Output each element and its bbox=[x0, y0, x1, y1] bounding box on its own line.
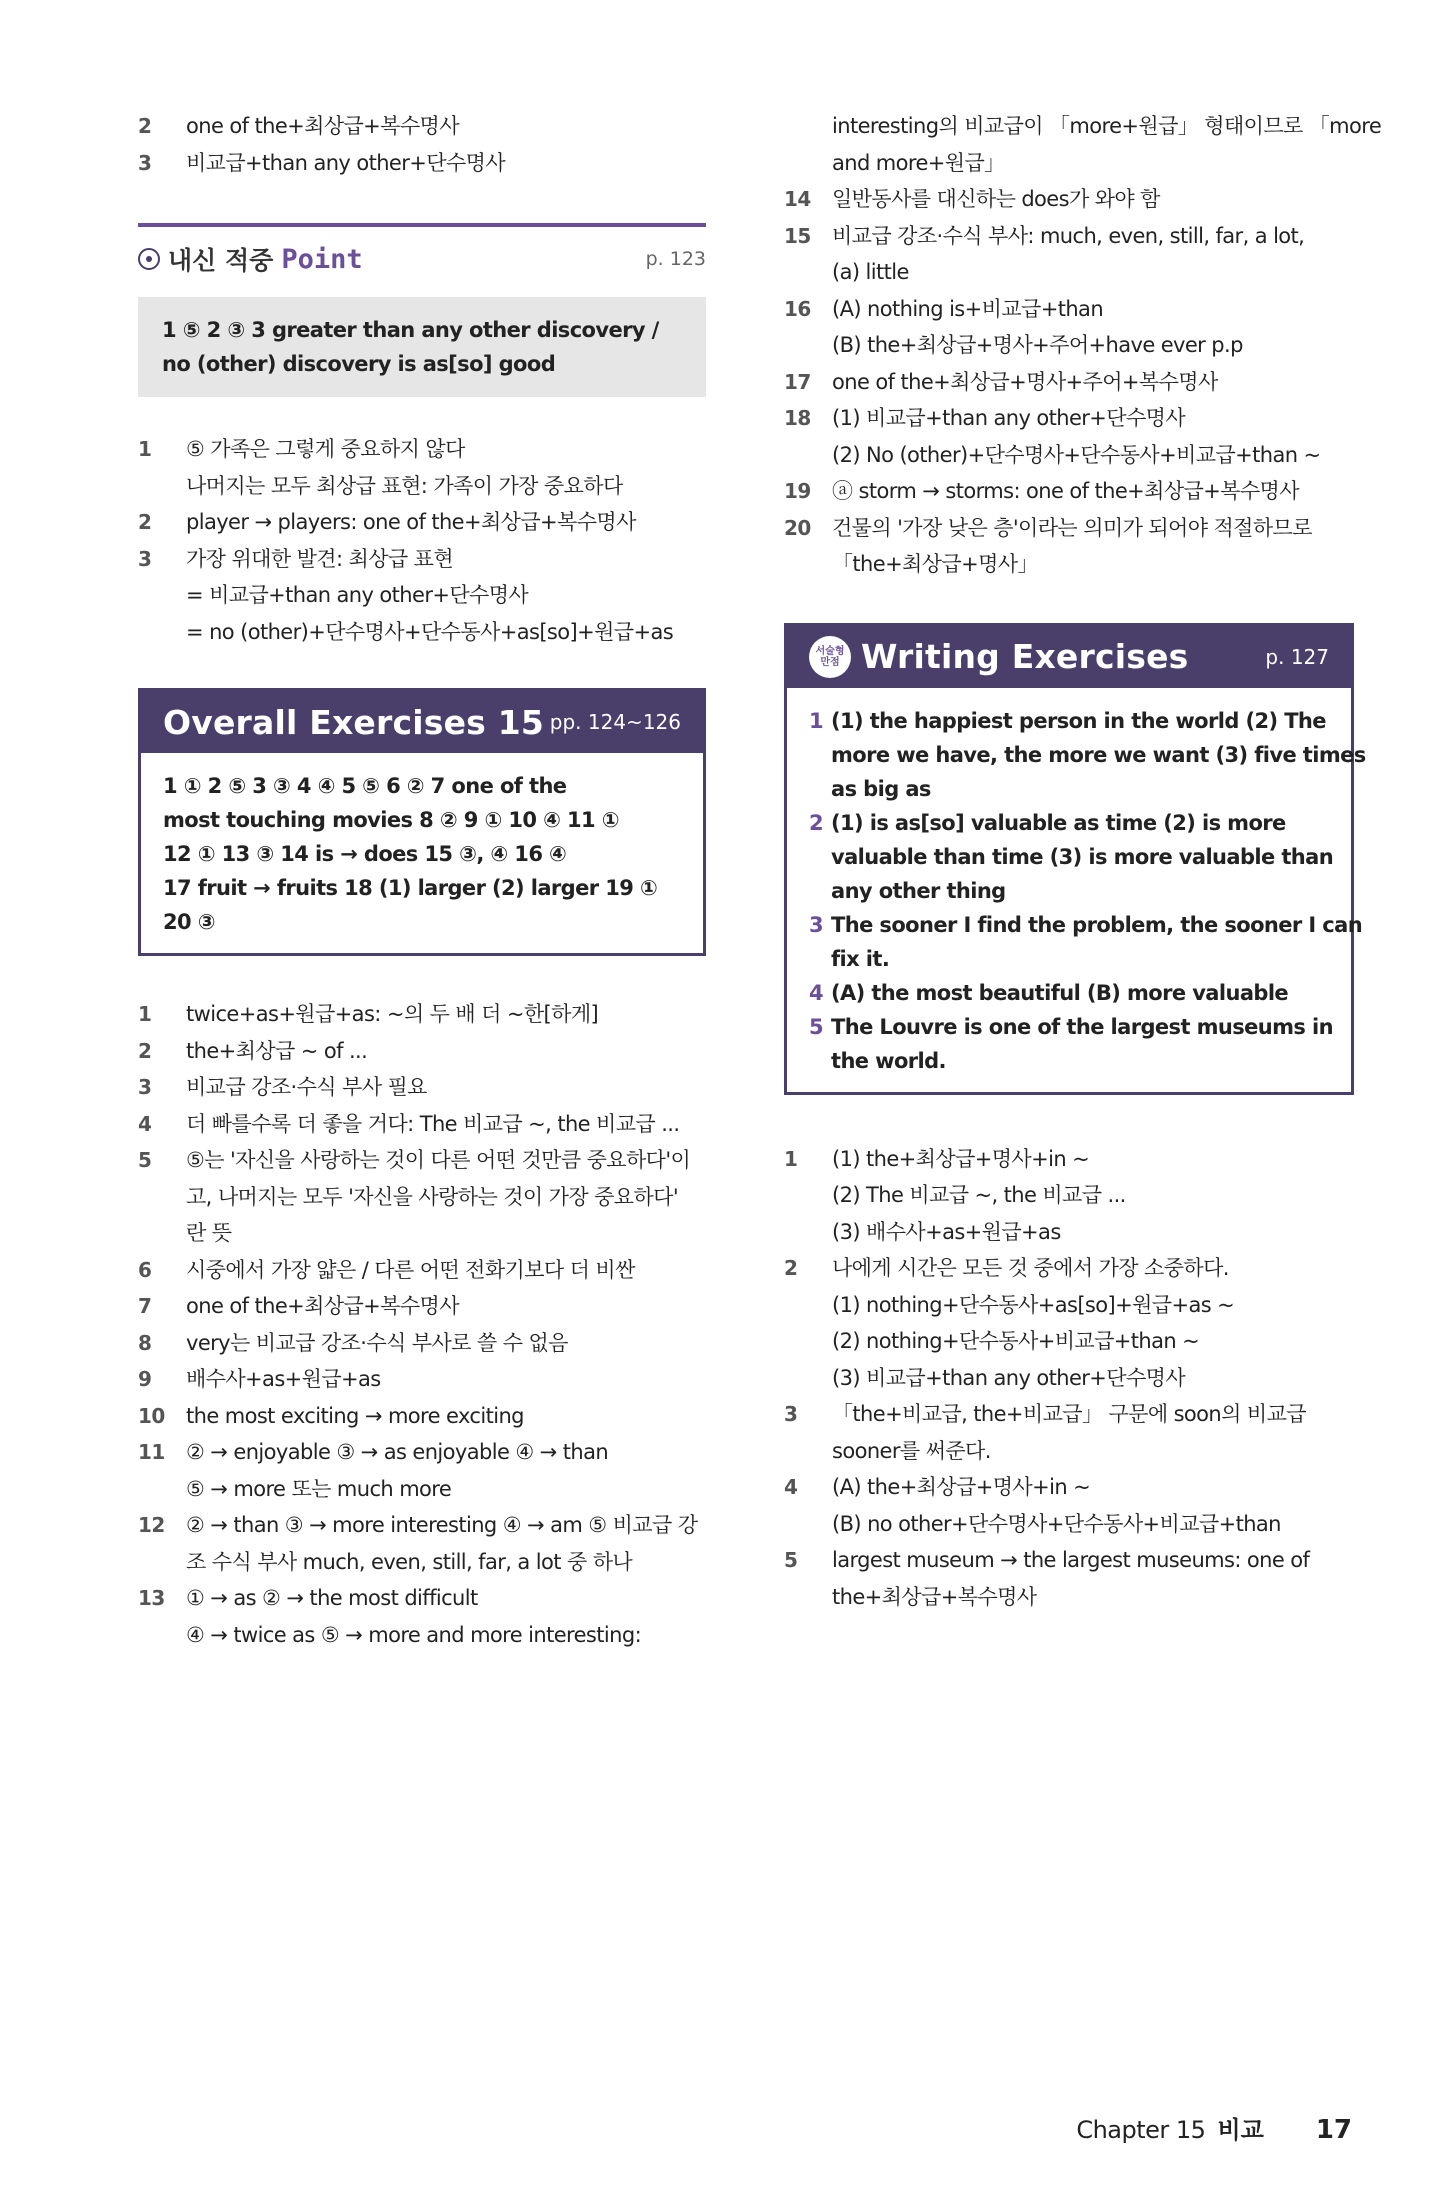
explanation-item bbox=[138, 1398, 706, 1435]
point-answer-line: no (other) discovery is as[so] good bbox=[162, 352, 556, 376]
writing-answer-item bbox=[809, 1010, 1333, 1078]
answer-line: any other thing bbox=[831, 878, 1006, 903]
item-line: ⑤ → more 또는 much more bbox=[186, 1476, 452, 1501]
explanation-item bbox=[138, 1434, 706, 1507]
item-line: (2) No (other)+단수명사+단수동사+비교급+than ~ bbox=[832, 442, 1321, 467]
explanation-item bbox=[138, 1288, 706, 1325]
item-line: 고, 나머지는 모두 '자신을 사랑하는 것이 가장 중요하다' bbox=[186, 1184, 679, 1209]
item-line: interesting의 비교급이 「more+원급」 형태이므로 「more bbox=[832, 114, 1382, 138]
item-text bbox=[186, 1033, 706, 1070]
item-number: 1 bbox=[138, 437, 152, 461]
item-number: 20 bbox=[784, 515, 811, 540]
explanation-item bbox=[784, 1396, 1354, 1469]
item-number: 8 bbox=[138, 1330, 152, 1355]
page-footer bbox=[1076, 2110, 1352, 2145]
item-text bbox=[832, 1469, 1354, 1542]
item-text bbox=[186, 541, 706, 651]
item-text bbox=[186, 504, 706, 541]
item-number: 5 bbox=[138, 1148, 152, 1172]
item-line: 가장 위대한 발견: 최상급 표현 bbox=[186, 546, 454, 571]
page-number: 17 bbox=[1315, 2115, 1352, 2145]
item-line: 나머지는 모두 최상급 표현: 가족이 가장 중요하다 bbox=[186, 473, 623, 498]
explanation-item bbox=[784, 1250, 1354, 1396]
answer-line: more we have, the more we want (3) five times bbox=[831, 742, 1366, 767]
badge-icon: 서술형 만점 bbox=[809, 636, 851, 678]
item-line: 비교급 강조·수식 부사 필요 bbox=[186, 1075, 427, 1099]
right-column bbox=[784, 108, 1382, 1615]
point-page: p. 123 bbox=[645, 248, 706, 270]
item-number: 6 bbox=[138, 1257, 152, 1282]
item-number: 11 bbox=[138, 1440, 165, 1464]
writing-answer-item bbox=[809, 704, 1366, 806]
point-title-kr: 내신 적중 bbox=[168, 246, 274, 275]
item-line: the most exciting → more exciting bbox=[186, 1403, 524, 1428]
answer-number: 3 bbox=[809, 912, 824, 937]
item-number: 14 bbox=[784, 187, 811, 211]
point-header bbox=[138, 223, 706, 279]
item-number: 13 bbox=[138, 1586, 165, 1610]
answer-number: 5 bbox=[809, 1014, 824, 1039]
point-explanations bbox=[138, 431, 706, 650]
item-text bbox=[832, 1141, 1354, 1251]
item-text bbox=[186, 1142, 706, 1252]
item-line: 비교급+than any other+단수명사 bbox=[186, 150, 506, 175]
left-column bbox=[138, 108, 706, 1653]
writing-answer-item bbox=[809, 976, 1329, 1010]
item-line: one of the+최상급+명사+주어+복수명사 bbox=[832, 369, 1218, 394]
right-top-items bbox=[784, 108, 1382, 583]
overall-answer-line: 17 fruit → fruits 18 (1) larger (2) larger 19 ① bbox=[163, 876, 658, 900]
item-line: one of the+최상급+복수명사 bbox=[186, 114, 459, 138]
item-line: player → players: one of the+최상급+복수명사 bbox=[186, 510, 636, 534]
item-text bbox=[832, 108, 1381, 181]
explanation-item bbox=[138, 431, 706, 504]
item-line: (3) 비교급+than any other+단수명사 bbox=[832, 1365, 1186, 1390]
item-line: = 비교급+than any other+단수명사 bbox=[186, 583, 529, 607]
answer-text bbox=[831, 908, 1362, 976]
footer-chapter-title: 비교 bbox=[1217, 2116, 1264, 2144]
item-number: 1 bbox=[784, 1146, 798, 1171]
overall-page: pp. 124~126 bbox=[549, 710, 681, 734]
item-line: 더 빠를수록 더 좋을 거다: The 비교급 ~, the 비교급 ... bbox=[186, 1111, 680, 1136]
item-number: 18 bbox=[784, 406, 811, 430]
item-line: 「the+비교급, the+비교급」 구문에 soon의 비교급 bbox=[832, 1402, 1306, 1426]
explanation-item bbox=[784, 1141, 1354, 1251]
item-line: one of the+최상급+복수명사 bbox=[186, 1294, 459, 1318]
explanation-item bbox=[138, 1033, 706, 1070]
writing-answers bbox=[787, 688, 1366, 1092]
explanation-item bbox=[138, 1069, 706, 1106]
item-text bbox=[186, 1361, 706, 1398]
item-number: 16 bbox=[784, 296, 811, 321]
item-text bbox=[186, 1580, 706, 1653]
item-line: ② → than ③ → more interesting ④ → am ⑤ 비교급 강 bbox=[186, 1513, 698, 1537]
item-number: 3 bbox=[784, 1402, 798, 1426]
answer-line: (1) the happiest person in the world (2) The bbox=[831, 708, 1326, 733]
item-line: sooner를 써준다. bbox=[832, 1438, 991, 1463]
item-line: = no (other)+단수명사+단수동사+as[so]+원급+as bbox=[186, 619, 674, 644]
answer-text bbox=[831, 976, 1288, 1010]
overall-answer-line: 20 ③ bbox=[163, 910, 215, 934]
item-text bbox=[832, 1250, 1354, 1396]
item-line: ① → as ② → the most difficult bbox=[186, 1586, 478, 1610]
answer-line: (A) the most beautiful (B) more valuable bbox=[831, 980, 1289, 1005]
explanation-item bbox=[784, 1542, 1354, 1615]
item-line: 란 뜻 bbox=[186, 1221, 232, 1245]
item-line: ④ → twice as ⑤ → more and more interesting: bbox=[186, 1622, 642, 1647]
item-line: ⑤ 가족은 그렇게 중요하지 않다 bbox=[186, 437, 465, 461]
writing-answer-item bbox=[809, 806, 1334, 908]
item-line: (3) 배수사+as+원급+as bbox=[832, 1219, 1061, 1244]
item-line: (1) the+최상급+명사+in ~ bbox=[832, 1146, 1090, 1171]
item-line: (2) The 비교급 ~, the 비교급 ... bbox=[832, 1183, 1126, 1207]
item-line: (A) the+최상급+명사+in ~ bbox=[832, 1475, 1091, 1499]
item-text bbox=[832, 510, 1354, 583]
explanation-item bbox=[784, 510, 1354, 583]
explanation-item bbox=[784, 400, 1354, 473]
item-line: very는 비교급 강조·수식 부사로 쓸 수 없음 bbox=[186, 1330, 568, 1355]
answer-number: 4 bbox=[809, 980, 824, 1005]
item-line: 나에게 시간은 모든 것 중에서 가장 소중하다. bbox=[832, 1256, 1229, 1280]
explanation-item bbox=[784, 108, 1382, 181]
explanation-item bbox=[138, 145, 706, 182]
overall-explanations bbox=[138, 996, 706, 1653]
item-text bbox=[186, 1252, 706, 1289]
point-answer-line: 1 ⑤ 2 ③ 3 greater than any other discovery / bbox=[162, 318, 659, 342]
item-text bbox=[832, 291, 1354, 364]
answer-number: 2 bbox=[809, 810, 824, 835]
answer-number: 1 bbox=[809, 708, 824, 733]
explanation-item bbox=[784, 364, 1354, 401]
answer-line: The sooner I find the problem, the sooner I can bbox=[831, 912, 1363, 937]
explanation-item bbox=[784, 181, 1354, 218]
writing-explanations bbox=[784, 1141, 1354, 1616]
answer-line: as big as bbox=[831, 776, 931, 801]
item-number: 3 bbox=[138, 150, 152, 175]
overall-answer-line: 12 ① 13 ③ 14 is → does 15 ③, ④ 16 ④ bbox=[163, 842, 567, 866]
target-icon bbox=[138, 248, 160, 270]
left-top-items bbox=[138, 108, 706, 181]
explanation-item bbox=[138, 1252, 706, 1289]
item-line: ⑤는 '자신을 사랑하는 것이 다른 어떤 것만큼 중요하다'이 bbox=[186, 1148, 691, 1172]
item-line: and more+원급」 bbox=[832, 150, 1005, 175]
item-text bbox=[832, 364, 1354, 401]
explanation-item bbox=[138, 541, 706, 651]
item-number: 3 bbox=[138, 1075, 152, 1099]
item-number: 2 bbox=[138, 114, 152, 138]
overall-answer-line: most touching movies 8 ② 9 ① 10 ④ 11 ① bbox=[163, 808, 619, 832]
item-line: the+최상급+복수명사 bbox=[832, 1584, 1037, 1609]
item-number: 7 bbox=[138, 1294, 152, 1318]
answer-text bbox=[831, 806, 1333, 908]
item-number: 3 bbox=[138, 546, 152, 571]
item-number: 17 bbox=[784, 369, 811, 394]
item-line: the+최상급 ~ of ... bbox=[186, 1038, 368, 1063]
explanation-item bbox=[138, 1361, 706, 1398]
item-line: 시중에서 가장 얇은 / 다른 어떤 전화기보다 더 비싼 bbox=[186, 1257, 635, 1282]
explanation-item bbox=[138, 504, 706, 541]
explanation-item bbox=[784, 1469, 1354, 1542]
item-text bbox=[186, 431, 706, 504]
overall-answer-line: 1 ① 2 ⑤ 3 ③ 4 ④ 5 ⑤ 6 ② 7 one of the bbox=[163, 774, 567, 798]
item-number: 9 bbox=[138, 1367, 152, 1391]
item-line: ⓐ storm → storms: one of the+최상급+복수명사 bbox=[832, 479, 1299, 503]
item-text bbox=[186, 1507, 706, 1580]
explanation-item bbox=[138, 996, 706, 1033]
item-text bbox=[186, 1434, 706, 1507]
explanation-item bbox=[138, 1142, 706, 1252]
answer-text bbox=[831, 704, 1366, 806]
item-text bbox=[832, 218, 1354, 291]
item-line: twice+as+원급+as: ~의 두 배 더 ~한[하게] bbox=[186, 1002, 599, 1026]
explanation-item bbox=[138, 108, 706, 145]
answer-line: The Louvre is one of the largest museums in bbox=[831, 1014, 1333, 1039]
item-text bbox=[832, 1396, 1354, 1469]
item-text bbox=[186, 996, 706, 1033]
item-number: 4 bbox=[138, 1111, 152, 1136]
item-number: 19 bbox=[784, 479, 811, 503]
answer-line: valuable than time (3) is more valuable than bbox=[831, 844, 1334, 869]
writing-exercises-header bbox=[787, 626, 1351, 688]
overall-title: Overall Exercises 15 bbox=[163, 702, 545, 742]
item-number: 2 bbox=[784, 1256, 798, 1280]
item-line: (B) the+최상급+명사+주어+have ever p.p bbox=[832, 333, 1243, 357]
item-text bbox=[832, 473, 1354, 510]
item-line: (a) little bbox=[832, 260, 909, 284]
overall-answers bbox=[141, 753, 703, 953]
item-number: 10 bbox=[138, 1403, 165, 1428]
explanation-item bbox=[784, 473, 1354, 510]
writing-title: Writing Exercises bbox=[861, 637, 1189, 676]
explanation-item bbox=[138, 1507, 706, 1580]
item-line: 「the+최상급+명사」 bbox=[832, 552, 1038, 576]
item-line: (B) no other+단수명사+단수동사+비교급+than bbox=[832, 1511, 1281, 1536]
item-number: 15 bbox=[784, 223, 811, 248]
item-text bbox=[186, 1398, 706, 1435]
explanation-item bbox=[784, 291, 1354, 364]
point-title-en: Point bbox=[281, 243, 363, 275]
item-text bbox=[186, 1325, 706, 1362]
overall-exercises-header bbox=[141, 691, 703, 753]
item-line: (1) 비교급+than any other+단수명사 bbox=[832, 406, 1186, 430]
item-line: ② → enjoyable ③ → as enjoyable ④ → than bbox=[186, 1440, 609, 1464]
answer-line: the world. bbox=[831, 1048, 946, 1073]
writing-exercises-box bbox=[784, 623, 1366, 1095]
item-line: 조 수식 부사 much, even, still, far, a lot 중 하나 bbox=[186, 1549, 633, 1574]
item-number: 12 bbox=[138, 1513, 165, 1537]
item-number: 2 bbox=[138, 510, 152, 534]
item-number: 5 bbox=[784, 1548, 798, 1572]
item-number: 1 bbox=[138, 1002, 152, 1026]
overall-exercises-box bbox=[138, 688, 706, 956]
item-line: 배수사+as+원급+as bbox=[186, 1367, 381, 1391]
item-text bbox=[832, 1542, 1354, 1615]
item-text bbox=[186, 1069, 706, 1106]
item-line: 건물의 '가장 낮은 층'이라는 의미가 되어야 적절하므로 bbox=[832, 515, 1312, 540]
answer-line: (1) is as[so] valuable as time (2) is more bbox=[831, 810, 1286, 835]
item-text bbox=[186, 1288, 706, 1325]
item-line: 비교급 강조·수식 부사: much, even, still, far, a lot, bbox=[832, 223, 1305, 248]
item-text bbox=[832, 181, 1354, 218]
answer-text bbox=[831, 1010, 1333, 1078]
explanation-item bbox=[138, 1580, 706, 1653]
point-answer-box bbox=[138, 297, 706, 397]
explanation-item bbox=[784, 218, 1354, 291]
item-line: 일반동사를 대신하는 does가 와야 함 bbox=[832, 187, 1160, 211]
footer-chapter: Chapter 15 bbox=[1076, 2116, 1206, 2144]
explanation-item bbox=[138, 1106, 706, 1143]
writing-page: p. 127 bbox=[1265, 644, 1329, 669]
item-line: (A) nothing is+비교급+than bbox=[832, 296, 1104, 321]
answer-line: fix it. bbox=[831, 946, 890, 971]
item-line: (2) nothing+단수동사+비교급+than ~ bbox=[832, 1329, 1200, 1353]
writing-answer-item bbox=[809, 908, 1363, 976]
item-number: 2 bbox=[138, 1038, 152, 1063]
item-text bbox=[186, 145, 706, 182]
item-number: 4 bbox=[784, 1475, 798, 1499]
item-line: largest museum → the largest museums: one of bbox=[832, 1548, 1310, 1572]
item-line: (1) nothing+단수동사+as[so]+원급+as ~ bbox=[832, 1292, 1235, 1317]
item-text bbox=[186, 1106, 706, 1143]
explanation-item bbox=[138, 1325, 706, 1362]
item-text bbox=[832, 400, 1354, 473]
item-text bbox=[186, 108, 706, 145]
